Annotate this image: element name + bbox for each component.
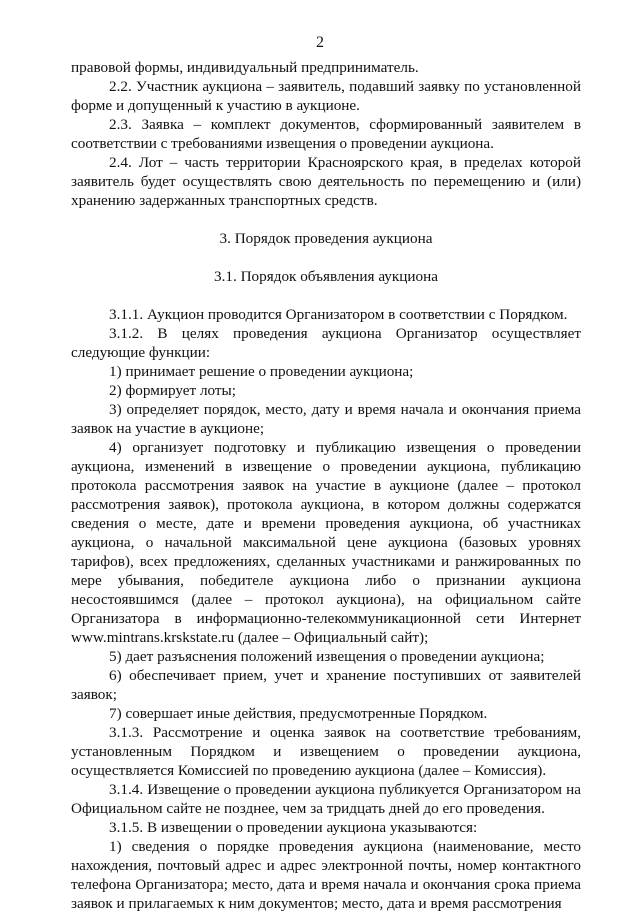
document-body (71, 58, 581, 913)
subsection-heading-3-1: 3.1. Порядок объявления аукциона (214, 268, 438, 285)
list-item-7: 7) совершает иные действия, предусмотренные Порядком. (109, 705, 488, 722)
list-item-3: 3) определяет порядок, место, дату и время начала и окончания приема заявок на участие в аукционе; (71, 401, 581, 437)
paragraph-continuation: правовой формы, индивидуальный предприниматель. (71, 59, 419, 76)
paragraph-3-1-3: 3.1.3. Рассмотрение и оценка заявок на соответствие требованиям, установленным Порядком и извещением о проведении аукциона, осуществляется Комиссией по проведению аукциона (далее – Комиссия). (71, 724, 581, 779)
paragraph-3-1-5: 3.1.5. В извещении о проведении аукциона указываются: (109, 819, 478, 836)
page-number: 2 (316, 34, 324, 51)
paragraph-2-2: 2.2. Участник аукциона – заявитель, подавший заявку по установленной форме и допущенный к участию в аукционе. (71, 78, 581, 114)
list-item-3-1-5-1: 1) сведения о порядке проведения аукциона (наименование, место нахождения, почтовый адрес и адрес электронной почты, номер контактного телефона Организатора; место, дата и время начала и окончания срока приема заявок и прилагаемых к ним документов; место, дата и время рассмотрения (71, 838, 581, 912)
list-item-5: 5) дает разъяснения положений извещения о проведении аукциона; (109, 648, 545, 665)
paragraph-3-1-1: 3.1.1. Аукцион проводится Организатором в соответствии с Порядком. (109, 306, 568, 323)
paragraph-3-1-4: 3.1.4. Извещение о проведении аукциона публикуется Организатором на Официальном сайте не позднее, чем за тридцать дней до его проведения. (71, 781, 581, 817)
list-item-1: 1) принимает решение о проведении аукциона; (109, 363, 414, 380)
list-item-6: 6) обеспечивает прием, учет и хранение поступивших от заявителей заявок; (71, 667, 581, 703)
list-item-2: 2) формирует лоты; (109, 382, 236, 399)
paragraph-2-3: 2.3. Заявка – комплект документов, сформированный заявителем в соответствии с требованиями извещения о проведении аукциона. (71, 116, 581, 152)
paragraph-2-4: 2.4. Лот – часть территории Красноярского края, в пределах которой заявитель будет осуществлять свою деятельность по перемещению и (или) хранению задержанных транспортных средств. (71, 154, 581, 209)
section-heading-3: 3. Порядок проведения аукциона (219, 230, 433, 247)
paragraph-3-1-2: 3.1.2. В целях проведения аукциона Организатор осуществляет следующие функции: (71, 325, 581, 361)
list-item-4: 4) организует подготовку и публикацию извещения о проведении аукциона, изменений в извещение о проведении аукциона, публикацию протокола рассмотрения заявок на участие в аукционе (далее – протокол рассмотрения заявок), протокола аукциона, в котором должны содержатся сведения о месте, дате и времени проведения аукциона, об участниках аукциона, о начальной максимальной цене аукциона (базовых уровнях тарифов), всех предложениях, сделанных участниками и ранжированных по мере убывания, победителе аукциона либо о признании аукциона несостоявшимся (далее – протокол аукциона), на официальном сайте Организатора в информационно-телекоммуникационной сети Интернет www.mintrans.krskstate.ru (далее – Официальный сайт); (71, 439, 581, 646)
